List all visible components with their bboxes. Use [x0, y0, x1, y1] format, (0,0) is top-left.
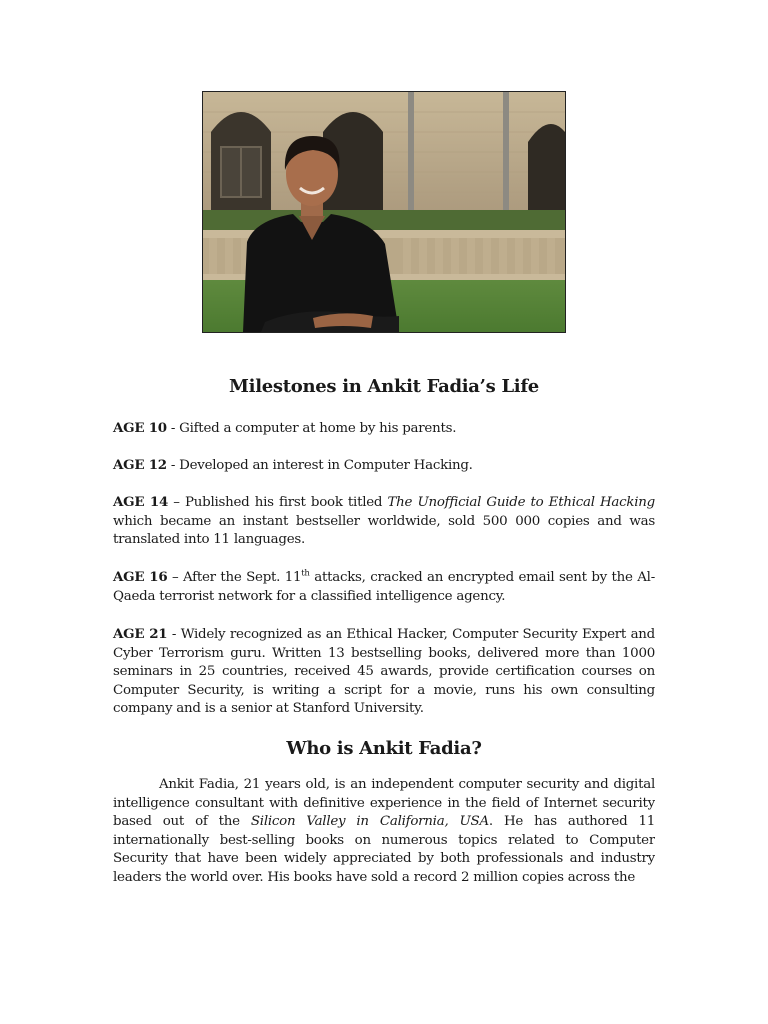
bio-location: Silicon Valley in California, USA [250, 814, 489, 830]
milestone-text: Developed an interest in Computer Hacking. [179, 458, 473, 473]
milestone-age-16 [113, 568, 655, 606]
bio-paragraph [113, 776, 655, 890]
milestone-age-label: AGE 12 [113, 457, 167, 473]
milestone-age-label: AGE 21 [113, 626, 168, 642]
milestone-separator: - [167, 627, 181, 642]
milestone-text-continued: attacks, cracked an encrypted email sent by the Al-Qaeda terrorist network for a classified intelligence agency. [113, 570, 655, 604]
ordinal-suffix: th [301, 568, 310, 579]
milestone-separator: - [166, 421, 180, 436]
book-title: The Unofficial Guide to Ethical Hacking [387, 495, 655, 510]
milestone-text: After the Sept. 11 [182, 570, 302, 585]
milestone-text: Widely recognized as an Ethical Hacker, Computer Security Expert and Cyber Terrorism guru. Written 13 bestselling books, delivered more than 1000 seminars in 25 countries, received 45 awards, provide certification courses on Computer Security, is writing a script for a movie, runs his own consulting company and is a senior at Stanford University. [113, 627, 656, 717]
portrait-photo [202, 91, 566, 333]
milestone-separator: - [166, 458, 180, 473]
milestone-age-label: AGE 16 [113, 569, 168, 585]
milestone-age-14 [113, 493, 655, 550]
milestone-separator: – [168, 495, 185, 510]
milestone-separator: – [167, 570, 183, 585]
bio-text-continued: . He has authored 11 internationally best-selling books on numerous topics related to Computer Security that have been widely appreciated by both professionals and industry leaders the world over. His books have sold a record 2 million copies across the [113, 814, 655, 885]
milestone-age-label: AGE 14 [113, 494, 169, 510]
milestones-heading: Milestones in Ankit Fadia’s Life [229, 376, 539, 397]
milestone-age-21 [113, 625, 655, 719]
milestone-text: Gifted a computer at home by his parents. [179, 421, 457, 436]
milestone-age-label: AGE 10 [113, 420, 167, 436]
bio-text: Ankit Fadia, 21 years old, is an independent computer security and digital intelligence consultant with definitive experience in the field of Internet security based out of the [113, 777, 655, 830]
milestone-text-continued: which became an instant bestseller worldwide, sold 500 000 copies and was translated into 11 languages. [113, 513, 655, 548]
milestone-age-12 [113, 456, 655, 476]
milestone-age-10 [113, 419, 655, 439]
who-is-heading: Who is Ankit Fadia? [286, 738, 482, 759]
milestone-text: Published his first book titled [184, 495, 388, 510]
